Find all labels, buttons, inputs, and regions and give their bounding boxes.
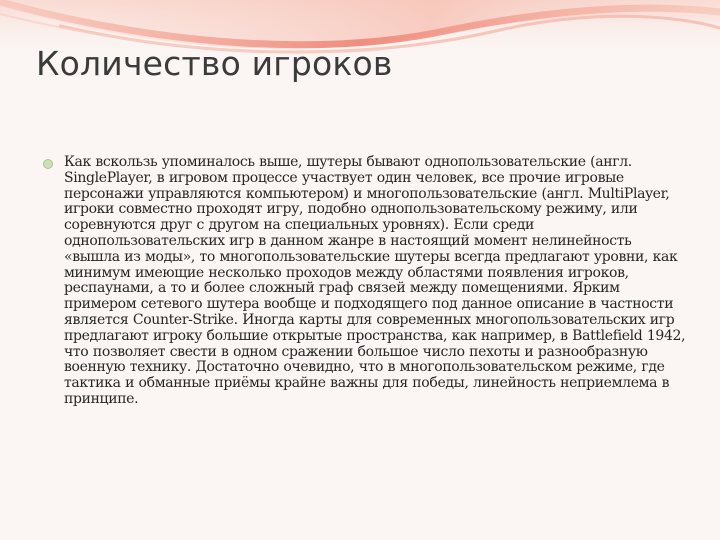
slide-body	[40, 155, 690, 408]
bullet-text: Как вскользь упоминалось выше, шутеры бывают однопользовательские (англ. SinglePlayer, в игровом процессе участвует один человек, все прочие игровые персонажи управляются компьютером) и многопользовательские (англ. MultiPlayer, игроки совместно проходят игру, подобно однопользовательскому режиму, или соревнуются друг с другом на специальных уровнях). Если среди однопользовательских игр в данном жанре в настоящий момент нелинейность «вышла из моды», то многопользовательские шутеры всегда предлагают уровни, как минимум имеющие несколько проходов между областями появления игроков, респаунами, а то и более сложный граф связей между помещениями. Ярким примером сетевого шутера вообще и подходящего под данное описание в частности является Counter-Strike. Иногда карты для современных многопользовательских игр предлагают игроку большие открытые пространства, как например, в Battlefield 1942, что позволяет свести в одном сражении большое число пехоты и разнообразную военную технику. Достаточно очевидно, что в многопользовательском режиме, где тактика и обманные приёмы крайне важны для победы, линейность неприемлема в принципе.	[64, 154, 686, 407]
slide-title: Количество игроков	[36, 44, 393, 83]
bullet-item	[40, 155, 690, 408]
bullet-dot-icon	[43, 159, 53, 169]
